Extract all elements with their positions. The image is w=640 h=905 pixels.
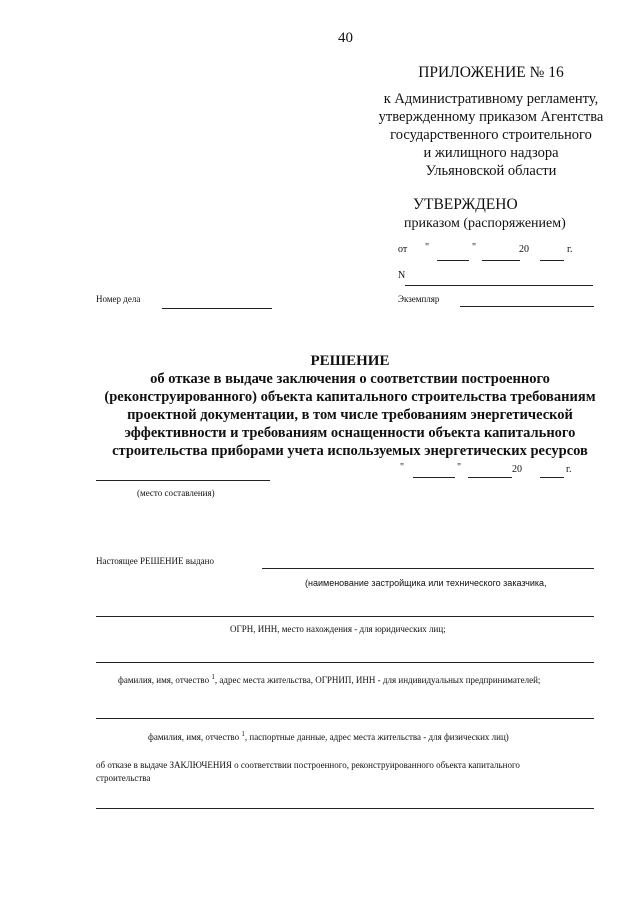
approval-year-suffix: г. [567, 244, 573, 255]
decision-day-field[interactable] [413, 477, 455, 478]
decision-quote-open: " [400, 462, 405, 473]
issued-to-label: Настоящее РЕШЕНИЕ выдано [96, 556, 214, 566]
caption-legal-entity: ОГРН, ИНН, место нахождения - для юридических лиц; [230, 624, 446, 634]
decision-year-suffix: г. [566, 464, 572, 475]
approval-copy-label: Экземпляр [398, 294, 440, 304]
approval-heading: УТВЕРЖДЕНО [413, 196, 518, 213]
approval-month-field[interactable] [482, 260, 520, 261]
decision-place-caption: (место составления) [137, 488, 215, 498]
caption-entrepreneur: фамилия, имя, отчество $^1$, адрес места жительства, ОГРНИП, ИНН - для индивидуальных предпринимателей; [118, 673, 541, 685]
approval-day-field[interactable] [437, 260, 469, 261]
decision-quote-close: " [457, 462, 462, 473]
caption-developer: (наименование застройщика или технического заказчика, [305, 578, 547, 588]
appendix-line-2: утвержденному приказом Агентства [378, 109, 604, 125]
approval-copy-field[interactable] [460, 306, 594, 307]
appendix-line-3: государственного строительного [390, 127, 592, 143]
decision-place-field[interactable] [96, 480, 270, 481]
appendix-line-5: Ульяновской области [425, 163, 557, 179]
case-number-label: Номер дела [96, 294, 141, 304]
approval-date-prefix: от [398, 244, 408, 255]
refusal-object-field[interactable] [96, 808, 594, 809]
decision-line-2: (реконструированного) объекта капитального строительства требованиям [104, 389, 596, 405]
approval-quote-close: " [472, 242, 477, 253]
decision-line-3: проектной документации, в том числе требованиям энергетической [127, 407, 573, 423]
decision-year-field[interactable] [540, 477, 564, 478]
approval-number-label: N [398, 270, 406, 281]
case-number-field[interactable] [162, 308, 272, 309]
appendix-title: ПРИЛОЖЕНИЕ № 16 [418, 64, 564, 81]
appendix-line-1: к Административному регламенту, [383, 91, 599, 107]
refusal-text-line-1: об отказе в выдаче ЗАКЛЮЧЕНИЯ о соответствии построенного, реконструированного объекта капитального [96, 760, 520, 770]
approval-year-prefix: 20 [519, 244, 529, 255]
approval-quote-open: " [425, 242, 430, 253]
approval-year-field[interactable] [540, 260, 564, 261]
approval-number-field[interactable] [405, 285, 593, 286]
decision-title: РЕШЕНИЕ [310, 353, 390, 369]
issued-to-field[interactable] [262, 568, 594, 569]
decision-year-prefix: 20 [512, 464, 522, 475]
legal-entity-field[interactable] [96, 616, 594, 617]
decision-line-4: эффективности и требованиям оснащенности объекта капитального [124, 425, 576, 441]
approval-subheading: приказом (распоряжением) [404, 216, 566, 231]
decision-line-1: об отказе в выдаче заключения о соответствии построенного [150, 371, 550, 387]
entrepreneur-field[interactable] [96, 662, 594, 663]
individual-field[interactable] [96, 718, 594, 719]
decision-month-field[interactable] [468, 477, 512, 478]
refusal-text-line-2: строительства [96, 773, 151, 783]
appendix-line-4: и жилищного надзора [423, 145, 559, 161]
decision-line-5: строительства приборами учета используемых энергетических ресурсов [112, 443, 588, 459]
caption-individual: фамилия, имя, отчество $^1$, паспортные данные, адрес места жительства - для физических лиц) [148, 730, 509, 742]
page-number: 40 [338, 30, 353, 46]
